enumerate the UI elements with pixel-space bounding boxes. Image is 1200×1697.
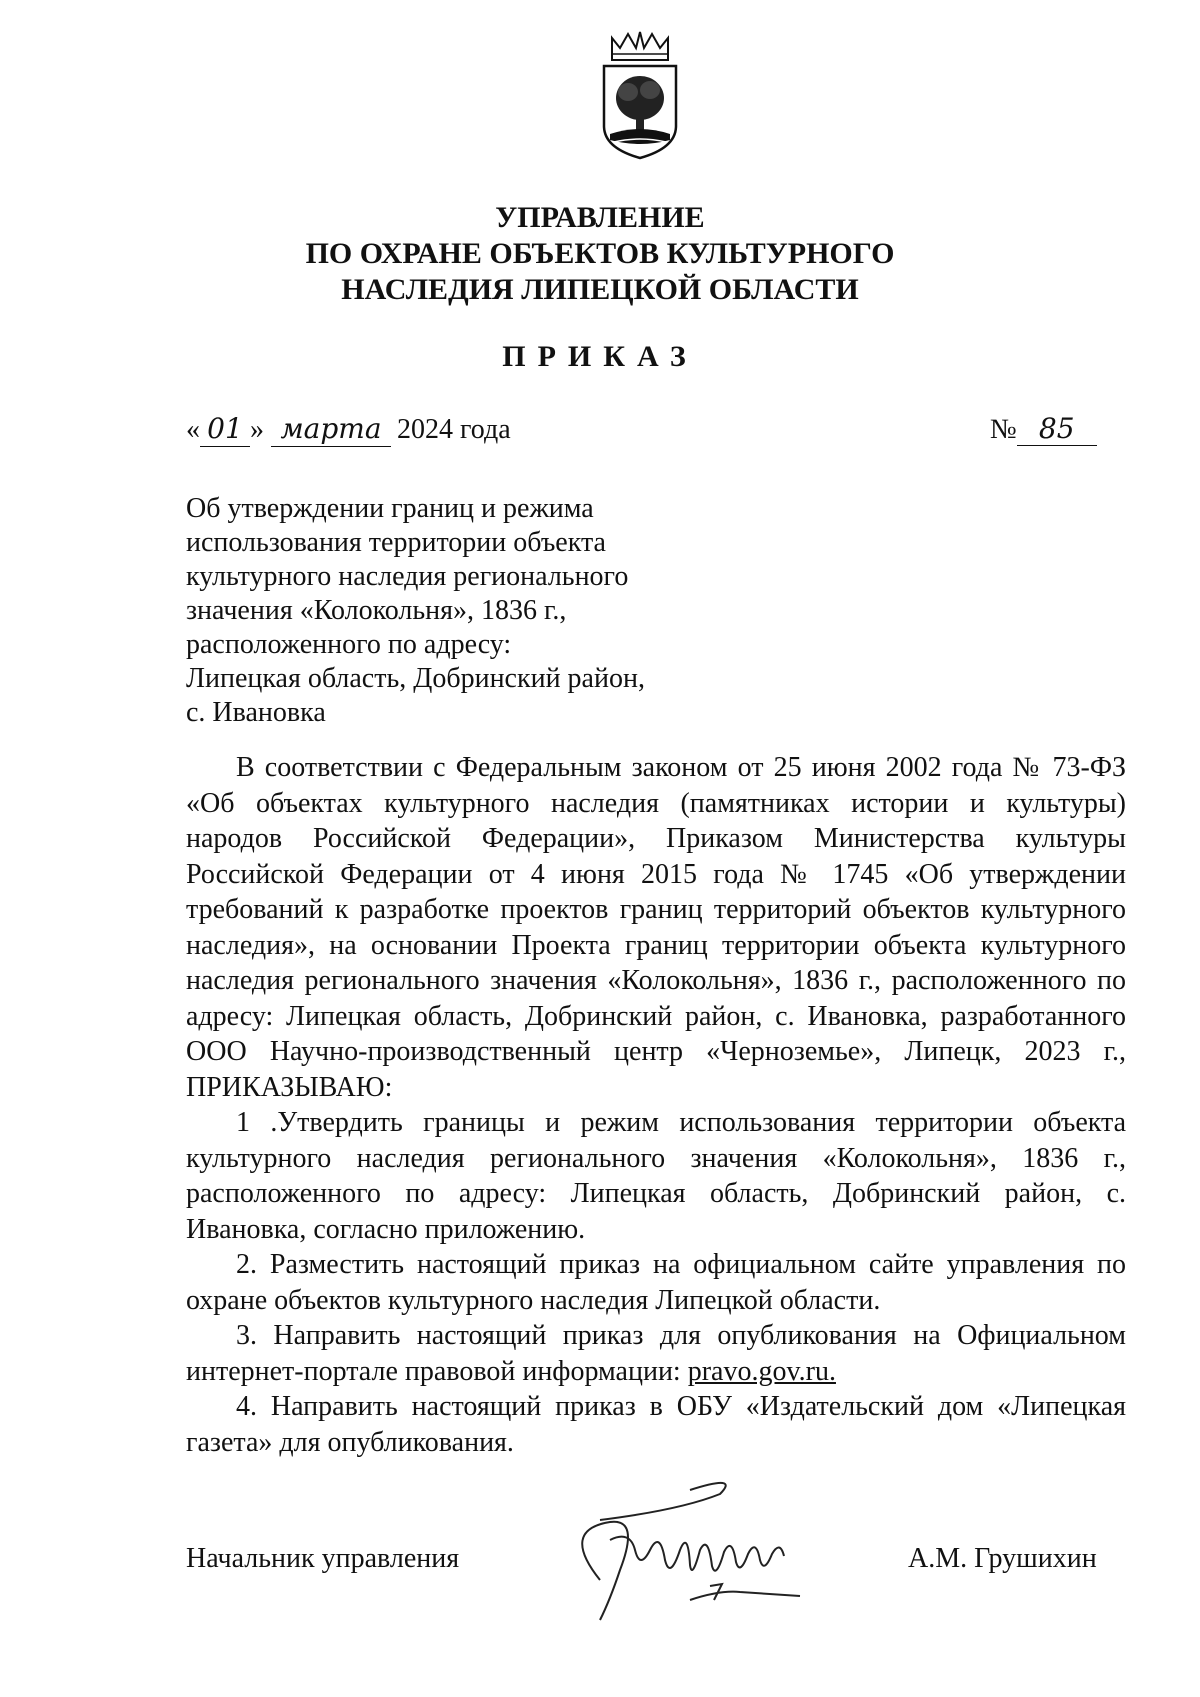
order-number [990,412,1097,446]
order-item-1: 1 .Утвердить границы и режим использования территории объекта культурного наследия регионального значения «Колокольня», 1836 г., расположенного по адресу: Липецкая область, Добринский район, с. Ивановка, согласно приложению. [186,1107,1126,1245]
coat-of-arms-emblem [590,30,690,162]
order-item-3-text: 3. Направить настоящий приказ для опубликования на Официальном интернет-портале правовой информации: [186,1320,1126,1387]
order-title: ПРИКАЗ [502,340,698,373]
subject-line: Липецкая область, Добринский район, [186,663,645,694]
date-open-quote: « [186,414,200,445]
order-date [186,412,511,447]
subject-line: использования территории объекта [186,527,606,558]
subject-line: значения «Колокольня», 1836 г., [186,595,567,626]
date-close-quote: » [250,414,264,445]
subject-line: расположенного по адресу: [186,629,512,660]
signatory-name: А.М. Грушихин [908,1543,1097,1574]
handwritten-signature [540,1470,840,1630]
order-subject [186,492,706,730]
agency-name-line-1: УПРАВЛЕНИЕ [495,201,705,234]
subject-line: Об утверждении границ и режима [186,493,594,524]
signatory-position: Начальник управления [186,1543,460,1574]
agency-name-line-3: НАСЛЕДИЯ ЛИПЕЦКОЙ ОБЛАСТИ [341,273,859,306]
number-prefix: № [990,414,1017,445]
preamble-paragraph: В соответствии с Федеральным законом от 25 июня 2002 года № 73-ФЗ «Об объектах культурного наследия (памятниках истории и культуры) народов Российской Федерации», Приказом Министерства культуры Российской Федерации от 4 июня 2015 года № 1745 «Об утверждении требований к разработке проектов границ территорий объектов культурного наследия», на основании Проекта границ территории объекта культурного наследия регионального значения «Колокольня», 1836 г., расположенного по адресу: Липецкая область, Добринский район, с. Ивановка, разработанного ООО Научно-производственный центр «Черноземье», Липецк, 2023 г., ПРИКАЗЫВАЮ: [186,752,1126,1103]
date-day: 01 [200,412,250,447]
order-item-4: 4. Направить настоящий приказ в ОБУ «Издательский дом «Липецкая газета» для опубликования. [186,1391,1126,1458]
pravo-gov-link[interactable]: pravo.gov.ru. [687,1355,836,1387]
agency-name-line-2: ПО ОХРАНЕ ОБЪЕКТОВ КУЛЬТУРНОГО [305,237,895,270]
order-item-2: 2. Разместить настоящий приказ на официальном сайте управления по охране объектов культурного наследия Липецкой области. [186,1249,1126,1316]
order-item-3 [186,1318,1126,1389]
date-year: 2024 года [397,414,511,445]
date-month: марта [271,412,391,447]
subject-line: культурного наследия регионального [186,561,629,592]
order-body [186,750,1126,1460]
number-value: 85 [1017,412,1097,446]
subject-line: с. Ивановка [186,697,326,728]
